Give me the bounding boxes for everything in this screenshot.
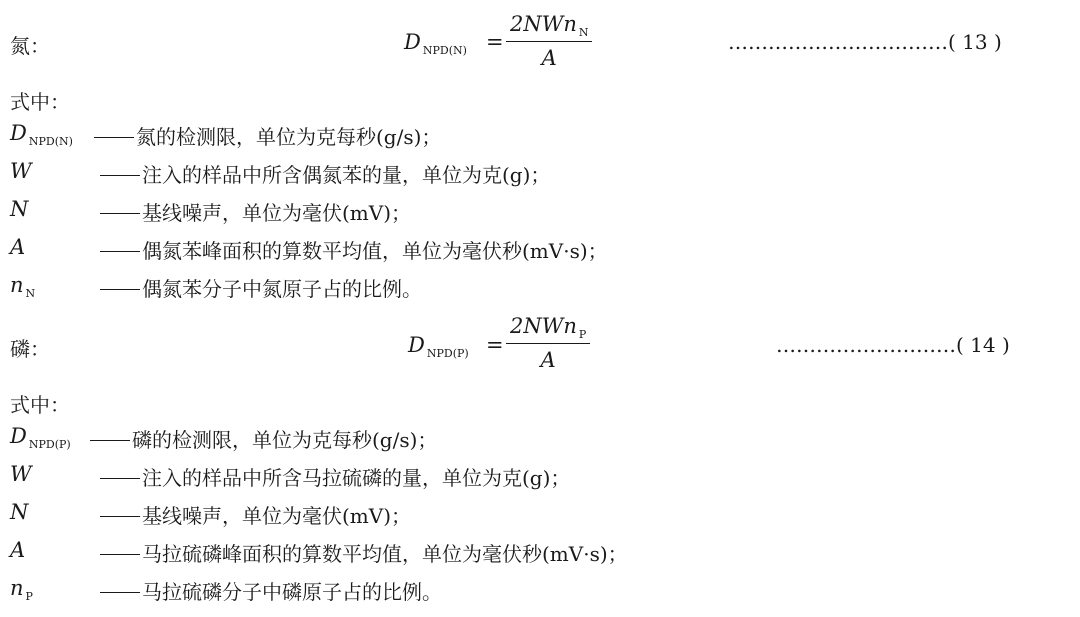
- equals-sign: =: [486, 333, 504, 357]
- formula-fraction: [506, 314, 590, 372]
- nitrogen-label: 氮：: [10, 34, 50, 58]
- variable-symbol: N: [10, 500, 29, 524]
- where-label: 式中：: [10, 90, 70, 114]
- variable-symbol: W: [10, 159, 32, 183]
- variable-symbol: D $_{NPD(N)}$: [10, 121, 73, 148]
- formula-fraction: [506, 12, 592, 70]
- fraction-denominator: A: [541, 46, 557, 70]
- fraction-numerator: 2NWn $_P$: [506, 314, 590, 344]
- equals-sign: =: [486, 30, 504, 54]
- variable-description: 马拉硫磷峰面积的算数平均值，单位为毫伏秒(mV·s)；: [100, 538, 628, 567]
- variable-description: 偶氮苯分子中氮原子占的比例。: [100, 273, 422, 302]
- variable-description: 注入的样品中所含偶氮苯的量，单位为克(g)；: [100, 159, 550, 188]
- variable-description: 基线噪声，单位为毫伏(mV)；: [100, 500, 411, 529]
- nitrogen-formula: [404, 12, 604, 72]
- phosphorus-formula: [408, 314, 608, 374]
- equation-leader: ……………………………( 13 ): [728, 30, 1002, 54]
- equation-number: ( 13 ): [948, 30, 1002, 54]
- variable-symbol: n $_N$: [10, 273, 36, 300]
- variable-symbol: N: [10, 197, 29, 221]
- variable-description: 基线噪声，单位为毫伏(mV)；: [100, 197, 411, 226]
- variable-symbol: A: [10, 235, 26, 259]
- variable-symbol: n $_P$: [10, 576, 33, 603]
- variable-symbol: A: [10, 538, 26, 562]
- variable-description: 马拉硫磷分子中磷原子占的比例。: [100, 576, 442, 605]
- equation-leader: ………………………( 14 ): [776, 333, 1010, 357]
- variable-description: 注入的样品中所含马拉硫磷的量，单位为克(g)；: [100, 462, 570, 491]
- phosphorus-label: 磷：: [10, 337, 50, 361]
- formula-lhs: D $_{NPD(P)}$: [408, 333, 469, 360]
- variable-description: 偶氮苯峰面积的算数平均值，单位为毫伏秒(mV·s)；: [100, 235, 608, 264]
- variable-symbol: D $_{NPD(P)}$: [10, 424, 71, 451]
- fraction-denominator: A: [540, 348, 556, 372]
- variable-description: 氮的检测限，单位为克每秒(g/s)；: [94, 121, 441, 150]
- equation-number: ( 14 ): [956, 333, 1010, 357]
- fraction-numerator: 2NWn $_N$: [506, 12, 592, 42]
- variable-description: 磷的检测限，单位为克每秒(g/s)；: [90, 424, 437, 453]
- formula-lhs: D $_{NPD(N)}$: [404, 30, 467, 57]
- where-label: 式中：: [10, 393, 70, 417]
- variable-symbol: W: [10, 462, 32, 486]
